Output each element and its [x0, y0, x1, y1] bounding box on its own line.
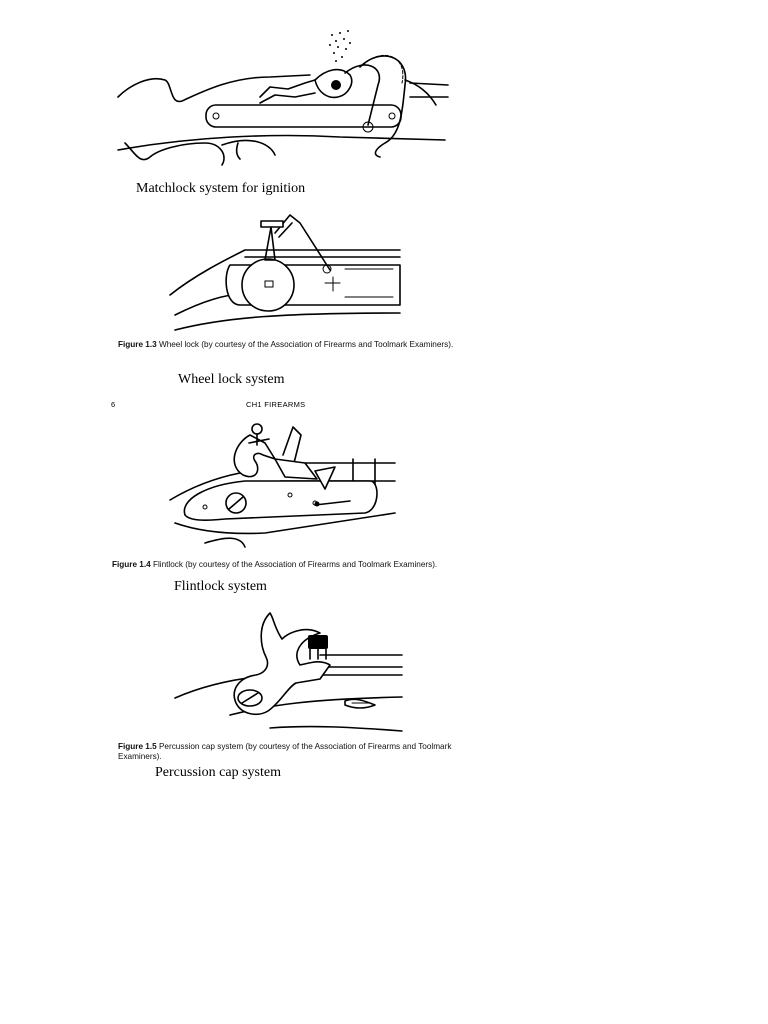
figure-1-3-text: Wheel lock (by courtesy of the Association of Firearms and Toolmark Examiners).: [158, 340, 454, 349]
figure-1-5-caption: [118, 742, 463, 762]
running-head-chapter: CH1 FIREARMS: [246, 400, 306, 409]
matchlock-illustration: [110, 25, 455, 175]
figure-1-5-text: Percussion cap system (by courtesy of the Association of Firearms and Toolmark Examiners).: [118, 742, 452, 761]
figure-1-4-caption: [112, 560, 457, 570]
page-number: 6: [111, 400, 116, 409]
percussion-cap-illustration: [170, 603, 405, 738]
figure-1-3-label: Figure 1.3: [118, 340, 157, 349]
wheel-lock-caption: Wheel lock system: [178, 372, 285, 387]
figure-1-4-text: Flintlock (by courtesy of the Association of Firearms and Toolmark Examiners).: [152, 560, 438, 569]
wheel-lock-illustration: [165, 205, 405, 335]
percussion-cap-caption: Percussion cap system: [155, 765, 281, 780]
flintlock-caption: Flintlock system: [174, 579, 267, 594]
flintlock-illustration: [165, 415, 405, 555]
matchlock-caption: Matchlock system for ignition: [136, 181, 306, 196]
figure-1-4-label: Figure 1.4: [112, 560, 151, 569]
figure-1-3-caption: [118, 340, 458, 350]
figure-1-5-label: Figure 1.5: [118, 742, 157, 751]
